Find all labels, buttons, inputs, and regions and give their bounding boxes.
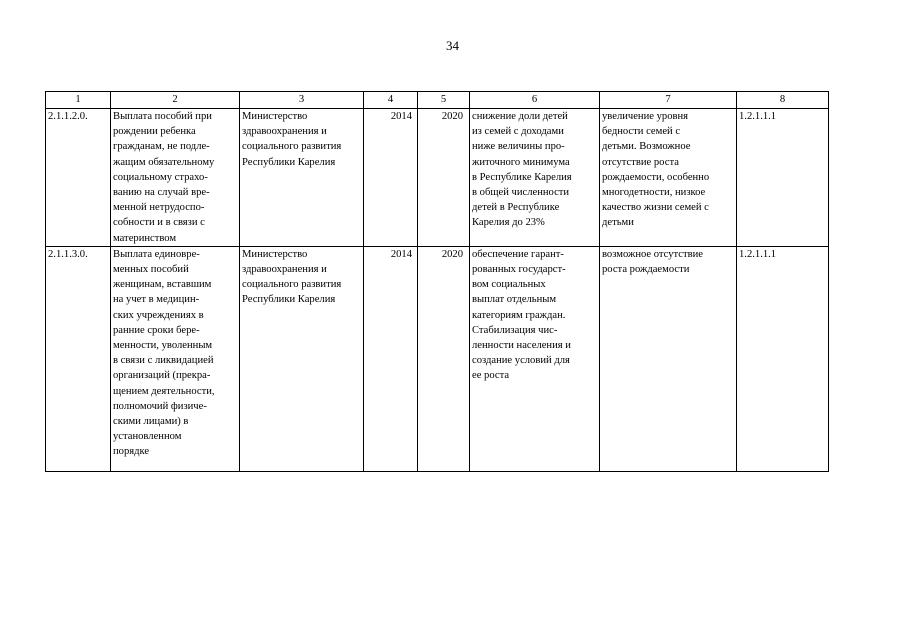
expected-result-line: снижение доли детей bbox=[472, 111, 568, 122]
executor-line: социального развития bbox=[242, 141, 342, 153]
expected-result-line: ниже величины про- bbox=[472, 141, 565, 153]
consequences-line: детьми. Возможное bbox=[602, 141, 691, 153]
table-header-row bbox=[46, 92, 829, 109]
table-row bbox=[46, 246, 829, 471]
measure-name-line: гражданам, не подле- bbox=[113, 141, 210, 153]
column-header: 1 bbox=[46, 92, 111, 109]
column-header: 5 bbox=[418, 92, 470, 109]
expected-result-line: Карелия до 23% bbox=[472, 217, 545, 229]
measure-name-line: жащим обязательному bbox=[113, 156, 215, 168]
measure-name-line: организаций (прекра- bbox=[113, 370, 211, 382]
measure-name-line: в связи с ликвидацией bbox=[113, 355, 214, 367]
measure-name-cell bbox=[111, 109, 240, 247]
consequences-cell bbox=[600, 109, 737, 247]
measure-name-cell bbox=[111, 246, 240, 471]
executor-cell bbox=[240, 246, 364, 471]
expected-result-line: выплат отдельным bbox=[472, 294, 557, 306]
expected-result-line: из семей с доходами bbox=[472, 126, 564, 138]
measure-name-line: собности и в связи с bbox=[113, 217, 205, 229]
executor-line: здравоохранения и bbox=[242, 126, 327, 138]
expected-result-cell bbox=[470, 109, 600, 247]
expected-result-line: ленности населения и bbox=[472, 340, 571, 352]
expected-result-line: категориям граждан. bbox=[472, 309, 566, 321]
expected-result-line: обеспечение гарант- bbox=[472, 248, 564, 260]
measure-name-line: женщинам, вставшим bbox=[113, 279, 212, 291]
start-year: 2014 bbox=[364, 246, 418, 471]
measure-name-line: рождении ребенка bbox=[113, 126, 196, 138]
expected-result-line: рованных государст- bbox=[472, 264, 566, 276]
executor-cell bbox=[240, 109, 364, 247]
executor-line: Министерство bbox=[242, 248, 308, 260]
executor-line: здравоохранения и bbox=[242, 264, 327, 276]
consequences-line: качество жизни семей с bbox=[602, 202, 709, 214]
column-header: 7 bbox=[600, 92, 737, 109]
consequences-line: увеличение уровня bbox=[602, 111, 689, 122]
indicator-link: 1.2.1.1.1 bbox=[737, 246, 829, 471]
measure-name-line: установленном bbox=[113, 431, 182, 443]
measure-name-line: материнством bbox=[113, 232, 177, 244]
measure-name-line: ских учреждениях в bbox=[113, 309, 204, 321]
measure-name-line: менности, уволенным bbox=[113, 340, 213, 352]
end-year: 2020 bbox=[418, 246, 470, 471]
expected-result-line: вом социальных bbox=[472, 279, 546, 291]
measure-name-line: скими лицами) в bbox=[113, 416, 189, 428]
expected-result-line: в Республике Карелия bbox=[472, 171, 572, 183]
consequences-line: роста рождаемости bbox=[602, 264, 690, 276]
expected-result-line: Стабилизация чис- bbox=[472, 324, 558, 336]
page-number: 34 bbox=[446, 38, 459, 53]
expected-result-line: житочного минимума bbox=[472, 156, 570, 168]
executor-line: социального развития bbox=[242, 279, 342, 291]
consequences-line: многодетности, низкое bbox=[602, 187, 706, 199]
measure-name-line: Выплата пособий при bbox=[113, 111, 212, 122]
measure-name-line: Выплата единовре- bbox=[113, 248, 200, 260]
executor-line: Министерство bbox=[242, 111, 308, 122]
measure-name-line: порядке bbox=[113, 446, 150, 458]
measure-name-line: ванию на случай вре- bbox=[113, 187, 210, 199]
measure-code: 2.1.1.2.0. bbox=[46, 109, 111, 247]
column-header: 4 bbox=[364, 92, 418, 109]
measure-name-line: менной нетрудоспо- bbox=[113, 202, 205, 214]
expected-result-line: детей в Республике bbox=[472, 202, 560, 214]
consequences-line: бедности семей с bbox=[602, 126, 681, 138]
column-header: 8 bbox=[737, 92, 829, 109]
measures-table bbox=[45, 91, 829, 472]
measure-name-line: ранние сроки бере- bbox=[113, 324, 200, 336]
consequences-line: рождаемости, особенно bbox=[602, 171, 710, 183]
end-year: 2020 bbox=[418, 109, 470, 247]
column-header: 6 bbox=[470, 92, 600, 109]
measure-name-line: полномочий физиче- bbox=[113, 400, 207, 412]
executor-line: Республики Карелия bbox=[242, 294, 336, 306]
expected-result-line: создание условий для bbox=[472, 355, 570, 367]
consequences-cell bbox=[600, 246, 737, 471]
consequences-line: отсутствие роста bbox=[602, 156, 679, 168]
measure-name-line: щением деятельности, bbox=[113, 385, 215, 397]
start-year: 2014 bbox=[364, 109, 418, 247]
indicator-link: 1.2.1.1.1 bbox=[737, 109, 829, 247]
consequences-line: возможное отсутствие bbox=[602, 248, 704, 260]
consequences-line: детьми bbox=[602, 217, 634, 229]
executor-line: Республики Карелия bbox=[242, 156, 336, 168]
expected-result-cell bbox=[470, 246, 600, 471]
measure-name-line: на учет в медицин- bbox=[113, 294, 200, 306]
column-header: 2 bbox=[111, 92, 240, 109]
expected-result-line: ее роста bbox=[472, 370, 510, 382]
table-row bbox=[46, 109, 829, 247]
measure-name-line: менных пособий bbox=[113, 264, 189, 276]
expected-result-line: в общей численности bbox=[472, 187, 570, 199]
measure-name-line: социальному страхо- bbox=[113, 171, 208, 183]
measure-code: 2.1.1.3.0. bbox=[46, 246, 111, 471]
column-header: 3 bbox=[240, 92, 364, 109]
